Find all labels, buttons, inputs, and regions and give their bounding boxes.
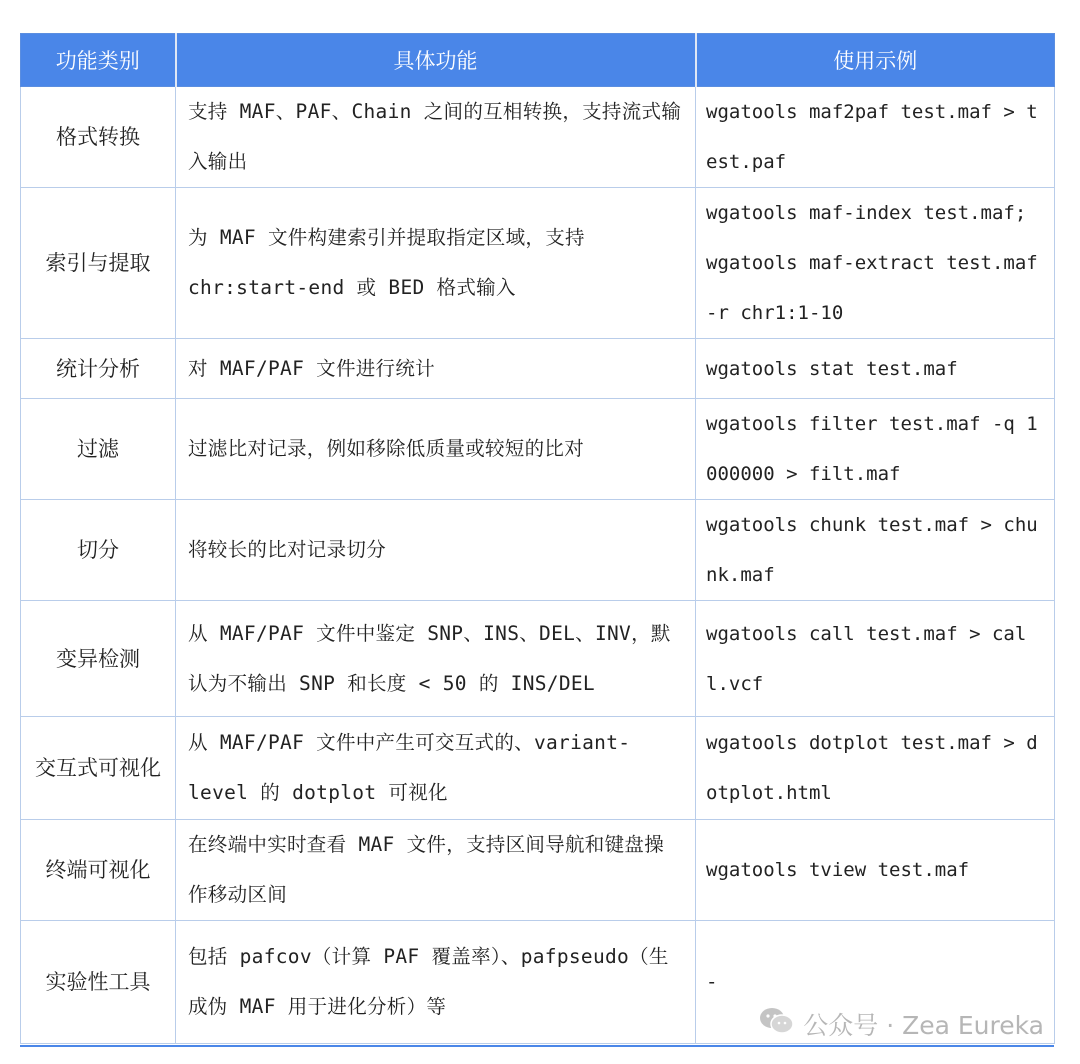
example-cell: wgatools filter test.maf -q 1000000 > filt.maf <box>696 399 1055 500</box>
watermark-text: 公众号 · Zea Eureka <box>803 1011 1044 1040</box>
description-cell: 过滤比对记录，例如移除低质量或较短的比对 <box>176 399 696 500</box>
example-cell: wgatools chunk test.maf > chunk.maf <box>696 500 1055 601</box>
description-cell: 对 MAF/PAF 文件进行统计 <box>176 339 696 399</box>
feature-cell: 实验性工具 <box>21 921 176 1044</box>
description-cell: 包括 pafcov（计算 PAF 覆盖率）、pafpseudo（生成伪 MAF 用于进化分析）等 <box>176 921 696 1044</box>
table-header-row <box>21 34 1055 87</box>
feature-table-container <box>20 33 1054 1044</box>
header-feature-category: 功能类别 <box>21 34 176 87</box>
feature-cell: 过滤 <box>21 399 176 500</box>
table-row <box>21 188 1055 339</box>
table-row <box>21 399 1055 500</box>
description-cell: 在终端中实时查看 MAF 文件，支持区间导航和键盘操作移动区间 <box>176 820 696 921</box>
header-specific-function: 具体功能 <box>176 34 696 87</box>
example-cell: wgatools tview test.maf <box>696 820 1055 921</box>
feature-cell: 变异检测 <box>21 601 176 717</box>
feature-cell: 统计分析 <box>21 339 176 399</box>
table-row <box>21 339 1055 399</box>
description-cell: 支持 MAF、PAF、Chain 之间的互相转换，支持流式输入输出 <box>176 87 696 188</box>
feature-cell: 交互式可视化 <box>21 717 176 820</box>
table-row <box>21 500 1055 601</box>
wechat-icon <box>759 1006 795 1042</box>
feature-cell: 切分 <box>21 500 176 601</box>
example-cell: wgatools dotplot test.maf > dotplot.html <box>696 717 1055 820</box>
feature-table <box>20 33 1055 1044</box>
example-cell: wgatools maf2paf test.maf > test.paf <box>696 87 1055 188</box>
example-cell: wgatools maf-index test.maf; wgatools maf-extract test.maf -r chr1:1-10 <box>696 188 1055 339</box>
table-row <box>21 601 1055 717</box>
table-row <box>21 820 1055 921</box>
description-cell: 从 MAF/PAF 文件中产生可交互式的、variant-level 的 dotplot 可视化 <box>176 717 696 820</box>
example-cell: wgatools call test.maf > call.vcf <box>696 601 1055 717</box>
table-row <box>21 87 1055 188</box>
header-usage-example: 使用示例 <box>696 34 1055 87</box>
watermark <box>759 1006 1044 1042</box>
example-cell: wgatools stat test.maf <box>696 339 1055 399</box>
description-cell: 从 MAF/PAF 文件中鉴定 SNP、INS、DEL、INV，默认为不输出 SNP 和长度 < 50 的 INS/DEL <box>176 601 696 717</box>
description-cell: 为 MAF 文件构建索引并提取指定区域，支持 chr:start-end 或 BED 格式输入 <box>176 188 696 339</box>
feature-cell: 格式转换 <box>21 87 176 188</box>
table-row <box>21 717 1055 820</box>
description-cell: 将较长的比对记录切分 <box>176 500 696 601</box>
feature-cell: 终端可视化 <box>21 820 176 921</box>
feature-cell: 索引与提取 <box>21 188 176 339</box>
example-cell: - <box>696 921 1055 1044</box>
